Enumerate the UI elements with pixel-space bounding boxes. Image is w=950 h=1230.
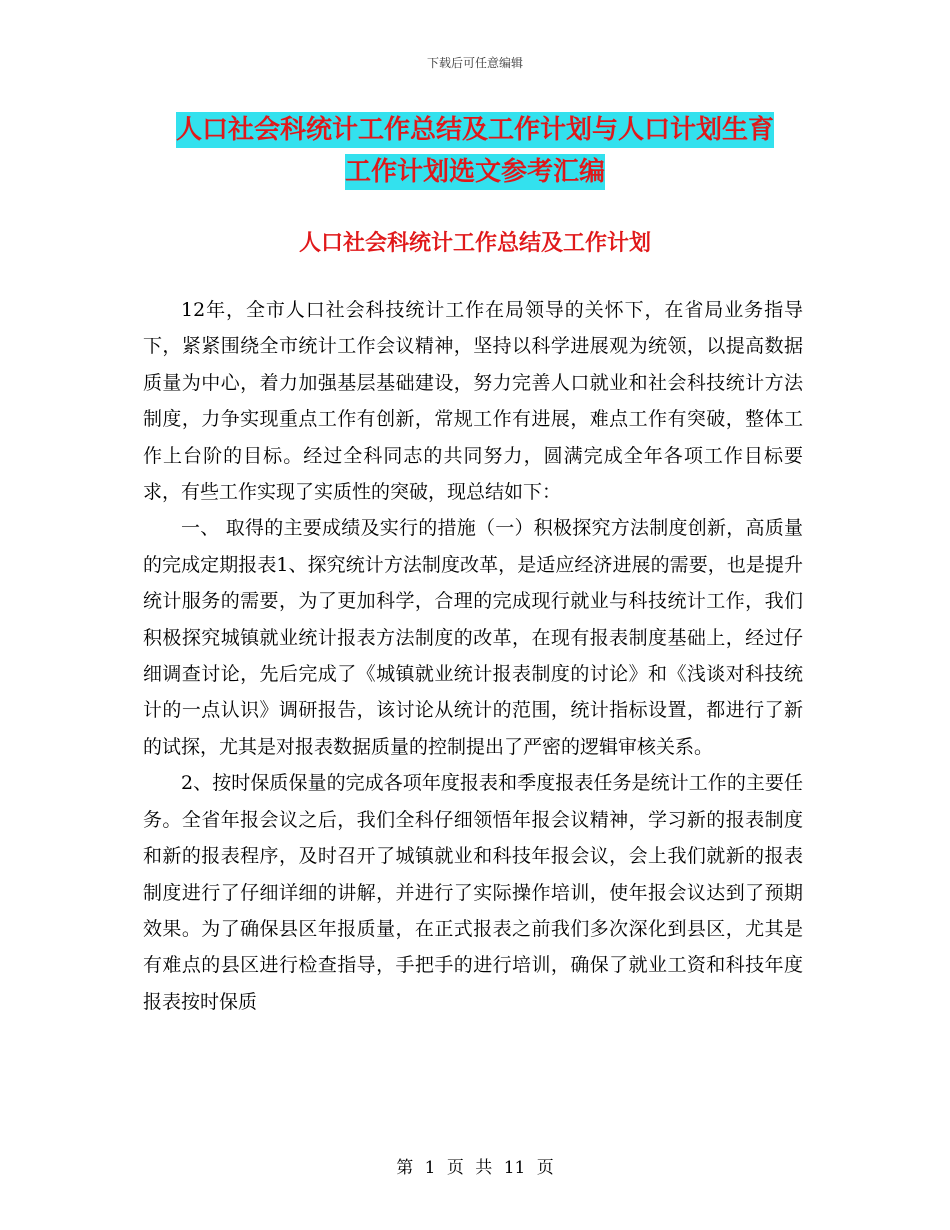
page-number: 第 1 页 共 11 页 (396, 1158, 554, 1178)
document-title-line-2 (0, 159, 950, 185)
paragraph-2: 一、 取得的主要成绩及实行的措施（一）积极探究方法制度创新，高质量的完成定期报表1、探究统计方法制度改革，是适应经济进展的需要，也是提升统计服务的需要，为了更加科学，合理的完成现行就业与科技统计工作，我们积极探究城镇就业统计报表方法制度的改革，在现有报表制度基础上，经过仔细调查讨论，先后完成了《城镇就业统计报表制度的讨论》和《浅谈对科技统计的一点认识》调研报告，该讨论从统计的范围，统计指标设置，都进行了新的试探，尤其是对报表数据质量的控制提出了严密的逻辑审核关系。 (143, 517, 803, 758)
page-header-note: 下载后可任意编辑 (426, 56, 523, 70)
section-title: 人口社会科统计工作总结及工作计划 (298, 230, 651, 256)
document-title-line-1-text: 人口社会科统计工作总结及工作计划与人口计划生育 (176, 112, 774, 148)
paragraph-1: 12年，全市人口社会科技统计工作在局领导的关怀下，在省局业务指导下，紧紧围绕全市统计工作会议精神，坚持以科学进展观为统领，以提高数据质量为中心，着力加强基层基础建设，努力完善人口就业和社会科技统计方法制度，力争实现重点工作有创新，常规工作有进展，难点工作有突破，整体工作上台阶的目标。经过全科同志的共同努力，圆满完成全年各项工作目标要求，有些工作实现了实质性的突破，现总结如下： (143, 299, 803, 504)
document-title-line-1 (0, 117, 950, 143)
document-body (143, 292, 803, 1020)
document-title-line-2-text: 工作计划选文参考汇编 (345, 154, 605, 190)
paragraph-3: 2、按时保质保量的完成各项年度报表和季度报表任务是统计工作的主要任务。全省年报会议之后，我们全科仔细领悟年报会议精神，学习新的报表制度和新的报表程序，及时召开了城镇就业和科技年报会议，会上我们就新的报表制度进行了仔细详细的讲解，并进行了实际操作培训，使年报会议达到了预期效果。为了确保县区年报质量，在正式报表之前我们多次深化到县区，尤其是有难点的县区进行检查指导，手把手的进行培训，确保了就业工资和科技年度报表按时保质 (143, 772, 803, 1013)
